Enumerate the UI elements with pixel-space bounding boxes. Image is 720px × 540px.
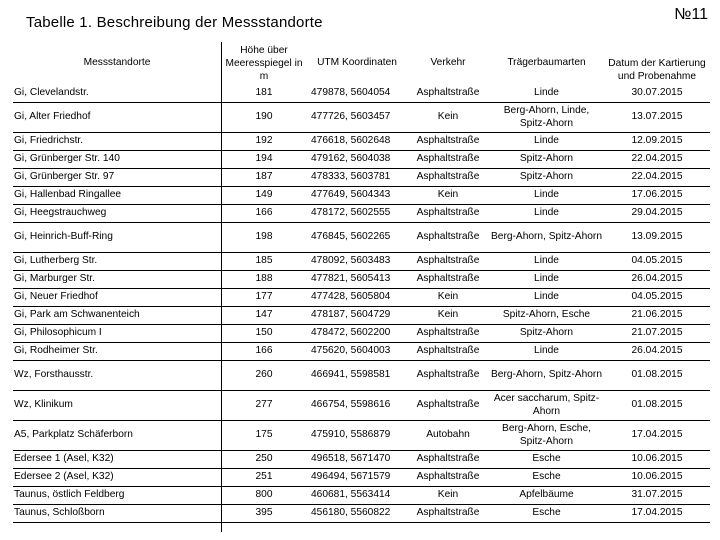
table-row	[13, 450, 710, 468]
cell-tree-species: Spitz-Ahorn	[519, 327, 574, 339]
cell-traffic: Asphaltstraße	[416, 507, 480, 519]
cell-utm: 478172, 5602555	[311, 207, 391, 219]
cell-traffic: Autobahn	[426, 429, 470, 441]
header-hoehe: Höhe über Meeresspiegel in m	[225, 44, 303, 82]
cell-date: 21.07.2015	[631, 327, 683, 339]
cell-elevation: 149	[255, 189, 273, 201]
table-row	[13, 504, 710, 522]
cell-elevation: 177	[255, 291, 273, 303]
cell-tree-species: Spitz-Ahorn	[519, 171, 574, 183]
cell-elevation: 277	[255, 399, 273, 411]
cell-traffic: Asphaltstraße	[416, 273, 480, 285]
cell-tree-species: Linde	[534, 189, 559, 201]
cell-traffic: Kein	[437, 111, 459, 123]
cell-tree-species: Linde	[534, 273, 559, 285]
cell-utm: 456180, 5560822	[311, 507, 391, 519]
cell-tree-species: Spitz-Ahorn	[519, 153, 574, 165]
cell-site: Gi, Neuer Friedhof	[14, 291, 98, 303]
cell-date: 22.04.2015	[631, 171, 683, 183]
cell-traffic: Kein	[437, 489, 459, 501]
cell-utm: 477649, 5604343	[311, 189, 391, 201]
cell-utm: 478187, 5604729	[311, 309, 391, 321]
cell-traffic: Asphaltstraße	[416, 255, 480, 267]
cell-date: 17.06.2015	[631, 189, 683, 201]
cell-utm: 496518, 5671470	[311, 453, 391, 465]
cell-site: Edersee 1 (Asel, K32)	[14, 453, 114, 465]
cell-date: 10.06.2015	[631, 471, 683, 483]
page-number: №11	[674, 6, 708, 23]
cell-tree-species: Linde	[534, 345, 559, 357]
table-row	[13, 306, 710, 324]
cell-tree-species: Linde	[534, 255, 559, 267]
cell-date: 10.06.2015	[631, 453, 683, 465]
cell-site: Gi, Lutherberg Str.	[14, 255, 98, 267]
table-row	[13, 288, 710, 306]
cell-tree-species: Berg-Ahorn, Esche, Spitz-Ahorn	[502, 422, 591, 447]
cell-traffic: Asphaltstraße	[416, 171, 480, 183]
cell-tree-species: Berg-Ahorn, Spitz-Ahorn	[491, 369, 602, 381]
cell-elevation: 175	[255, 429, 273, 441]
cell-site: Gi, Hallenbad Ringallee	[14, 189, 122, 201]
cell-date: 04.05.2015	[631, 255, 683, 267]
cell-site: Gi, Friedrichstr.	[14, 135, 84, 147]
cell-elevation: 260	[255, 369, 273, 381]
cell-elevation: 150	[255, 327, 273, 339]
cell-utm: 460681, 5563414	[311, 489, 391, 501]
cell-traffic: Asphaltstraße	[416, 399, 480, 411]
cell-site: Gi, Rodheimer Str.	[14, 345, 98, 357]
cell-date: 21.06.2015	[631, 309, 683, 321]
cell-utm: 479878, 5604054	[311, 87, 391, 99]
column-divider	[221, 42, 222, 532]
cell-site: Gi, Grünberger Str. 97	[14, 171, 115, 183]
header-traegerbaumarten: Trägerbaumarten	[507, 56, 586, 68]
cell-elevation: 800	[255, 489, 273, 501]
cell-site: Wz, Klinikum	[14, 399, 73, 411]
cell-site: Gi, Alter Friedhof	[14, 111, 91, 123]
cell-traffic: Asphaltstraße	[416, 453, 480, 465]
cell-elevation: 166	[255, 207, 273, 219]
cell-tree-species: Apfelbäume	[519, 489, 574, 501]
cell-utm: 475910, 5586879	[311, 429, 391, 441]
cell-utm: 478333, 5603781	[311, 171, 391, 183]
cell-elevation: 185	[255, 255, 273, 267]
cell-traffic: Asphaltstraße	[416, 327, 480, 339]
table-row	[13, 324, 710, 342]
cell-elevation: 198	[255, 231, 273, 243]
cell-elevation: 166	[255, 345, 273, 357]
table-row	[13, 420, 710, 450]
cell-site: Gi, Grünberger Str. 140	[14, 153, 120, 165]
table-row	[13, 342, 710, 360]
cell-site: Taunus, Schloßborn	[14, 507, 105, 519]
cell-elevation: 181	[255, 87, 273, 99]
cell-elevation: 187	[255, 171, 273, 183]
table-row	[13, 150, 710, 168]
cell-utm: 475620, 5604003	[311, 345, 391, 357]
cell-traffic: Asphaltstraße	[416, 471, 480, 483]
cell-date: 04.05.2015	[631, 291, 683, 303]
cell-traffic: Kein	[437, 189, 459, 201]
cell-utm: 478472, 5602200	[311, 327, 391, 339]
cell-site: Gi, Heinrich-Buff-Ring	[14, 231, 113, 243]
cell-traffic: Asphaltstraße	[416, 345, 480, 357]
cell-elevation: 190	[255, 111, 273, 123]
cell-utm: 466754, 5598616	[311, 399, 391, 411]
cell-tree-species: Berg-Ahorn, Linde, Spitz-Ahorn	[503, 104, 590, 129]
cell-date: 26.04.2015	[631, 273, 683, 285]
cell-tree-species: Linde	[534, 207, 559, 219]
cell-site: Gi, Philosophicum I	[14, 327, 102, 339]
table-body	[13, 84, 710, 522]
cell-elevation: 147	[255, 309, 273, 321]
cell-tree-species: Esche	[532, 453, 561, 465]
cell-site: Gi, Marburger Str.	[14, 273, 95, 285]
cell-tree-species: Esche	[532, 471, 561, 483]
table-row	[13, 486, 710, 504]
cell-tree-species: Linde	[534, 291, 559, 303]
table-row	[13, 252, 710, 270]
header-messstandorte: Messstandorte	[83, 56, 151, 68]
cell-traffic: Kein	[437, 291, 459, 303]
table-row	[13, 102, 710, 132]
cell-date: 12.09.2015	[631, 135, 683, 147]
table-row	[13, 222, 710, 252]
cell-traffic: Asphaltstraße	[416, 231, 480, 243]
cell-traffic: Asphaltstraße	[416, 153, 480, 165]
cell-date: 13.07.2015	[631, 111, 683, 123]
cell-elevation: 192	[255, 135, 273, 147]
cell-date: 17.04.2015	[631, 429, 683, 441]
cell-site: A5, Parkplatz Schäferborn	[14, 429, 133, 441]
cell-site: Gi, Clevelandstr.	[14, 87, 89, 99]
cell-elevation: 188	[255, 273, 273, 285]
cell-traffic: Kein	[437, 309, 459, 321]
cell-site: Wz, Forsthausstr.	[14, 369, 94, 381]
table-row	[13, 84, 710, 102]
cell-date: 30.07.2015	[631, 87, 683, 99]
table-row	[13, 360, 710, 390]
table-row	[13, 186, 710, 204]
cell-date: 13.09.2015	[631, 231, 683, 243]
cell-site: Gi, Heegstrauchweg	[14, 207, 107, 219]
cell-utm: 476618, 5602648	[311, 135, 391, 147]
cell-utm: 477428, 5605804	[311, 291, 391, 303]
cell-tree-species: Linde	[534, 135, 559, 147]
cell-tree-species: Linde	[534, 87, 559, 99]
cell-date: 22.04.2015	[631, 153, 683, 165]
cell-date: 17.04.2015	[631, 507, 683, 519]
cell-utm: 477821, 5605413	[311, 273, 391, 285]
cell-date: 26.04.2015	[631, 345, 683, 357]
cell-site: Gi, Park am Schwanenteich	[14, 309, 140, 321]
table-row	[13, 132, 710, 150]
cell-date: 01.08.2015	[631, 369, 683, 381]
cell-elevation: 194	[255, 153, 273, 165]
header-datum: Datum der Kartierung und Probenahme	[608, 57, 706, 82]
cell-elevation: 395	[255, 507, 273, 519]
cell-traffic: Asphaltstraße	[416, 135, 480, 147]
cell-utm: 477726, 5603457	[311, 111, 391, 123]
cell-utm: 479162, 5604038	[311, 153, 391, 165]
table-row	[13, 204, 710, 222]
cell-elevation: 250	[255, 453, 273, 465]
cell-traffic: Asphaltstraße	[416, 369, 480, 381]
cell-utm: 496494, 5671579	[311, 471, 391, 483]
cell-tree-species: Spitz-Ahorn, Esche	[502, 309, 591, 321]
table-title: Tabelle 1. Beschreibung der Messstandorte	[26, 14, 323, 31]
header-utm: UTM Koordinaten	[317, 56, 397, 68]
table-header-row	[13, 42, 710, 84]
cell-date: 29.04.2015	[631, 207, 683, 219]
cell-date: 01.08.2015	[631, 399, 683, 411]
table-row	[13, 270, 710, 288]
cell-utm: 466941, 5598581	[311, 369, 391, 381]
cell-tree-species: Esche	[532, 507, 561, 519]
cell-utm: 476845, 5602265	[311, 231, 391, 243]
header-verkehr: Verkehr	[430, 56, 466, 68]
cell-site: Edersee 2 (Asel, K32)	[14, 471, 114, 483]
cell-date: 31.07.2015	[631, 489, 683, 501]
cell-site: Taunus, östlich Feldberg	[14, 489, 125, 501]
cell-tree-species: Acer saccharum, Spitz-Ahorn	[493, 392, 600, 417]
cell-traffic: Asphaltstraße	[416, 207, 480, 219]
cell-utm: 478092, 5603483	[311, 255, 391, 267]
table-row	[13, 168, 710, 186]
cell-traffic: Asphaltstraße	[416, 87, 480, 99]
cell-elevation: 251	[255, 471, 273, 483]
table-row	[13, 390, 710, 420]
measurement-sites-table	[13, 42, 710, 523]
cell-tree-species: Berg-Ahorn, Spitz-Ahorn	[491, 231, 602, 243]
table-row	[13, 468, 710, 486]
